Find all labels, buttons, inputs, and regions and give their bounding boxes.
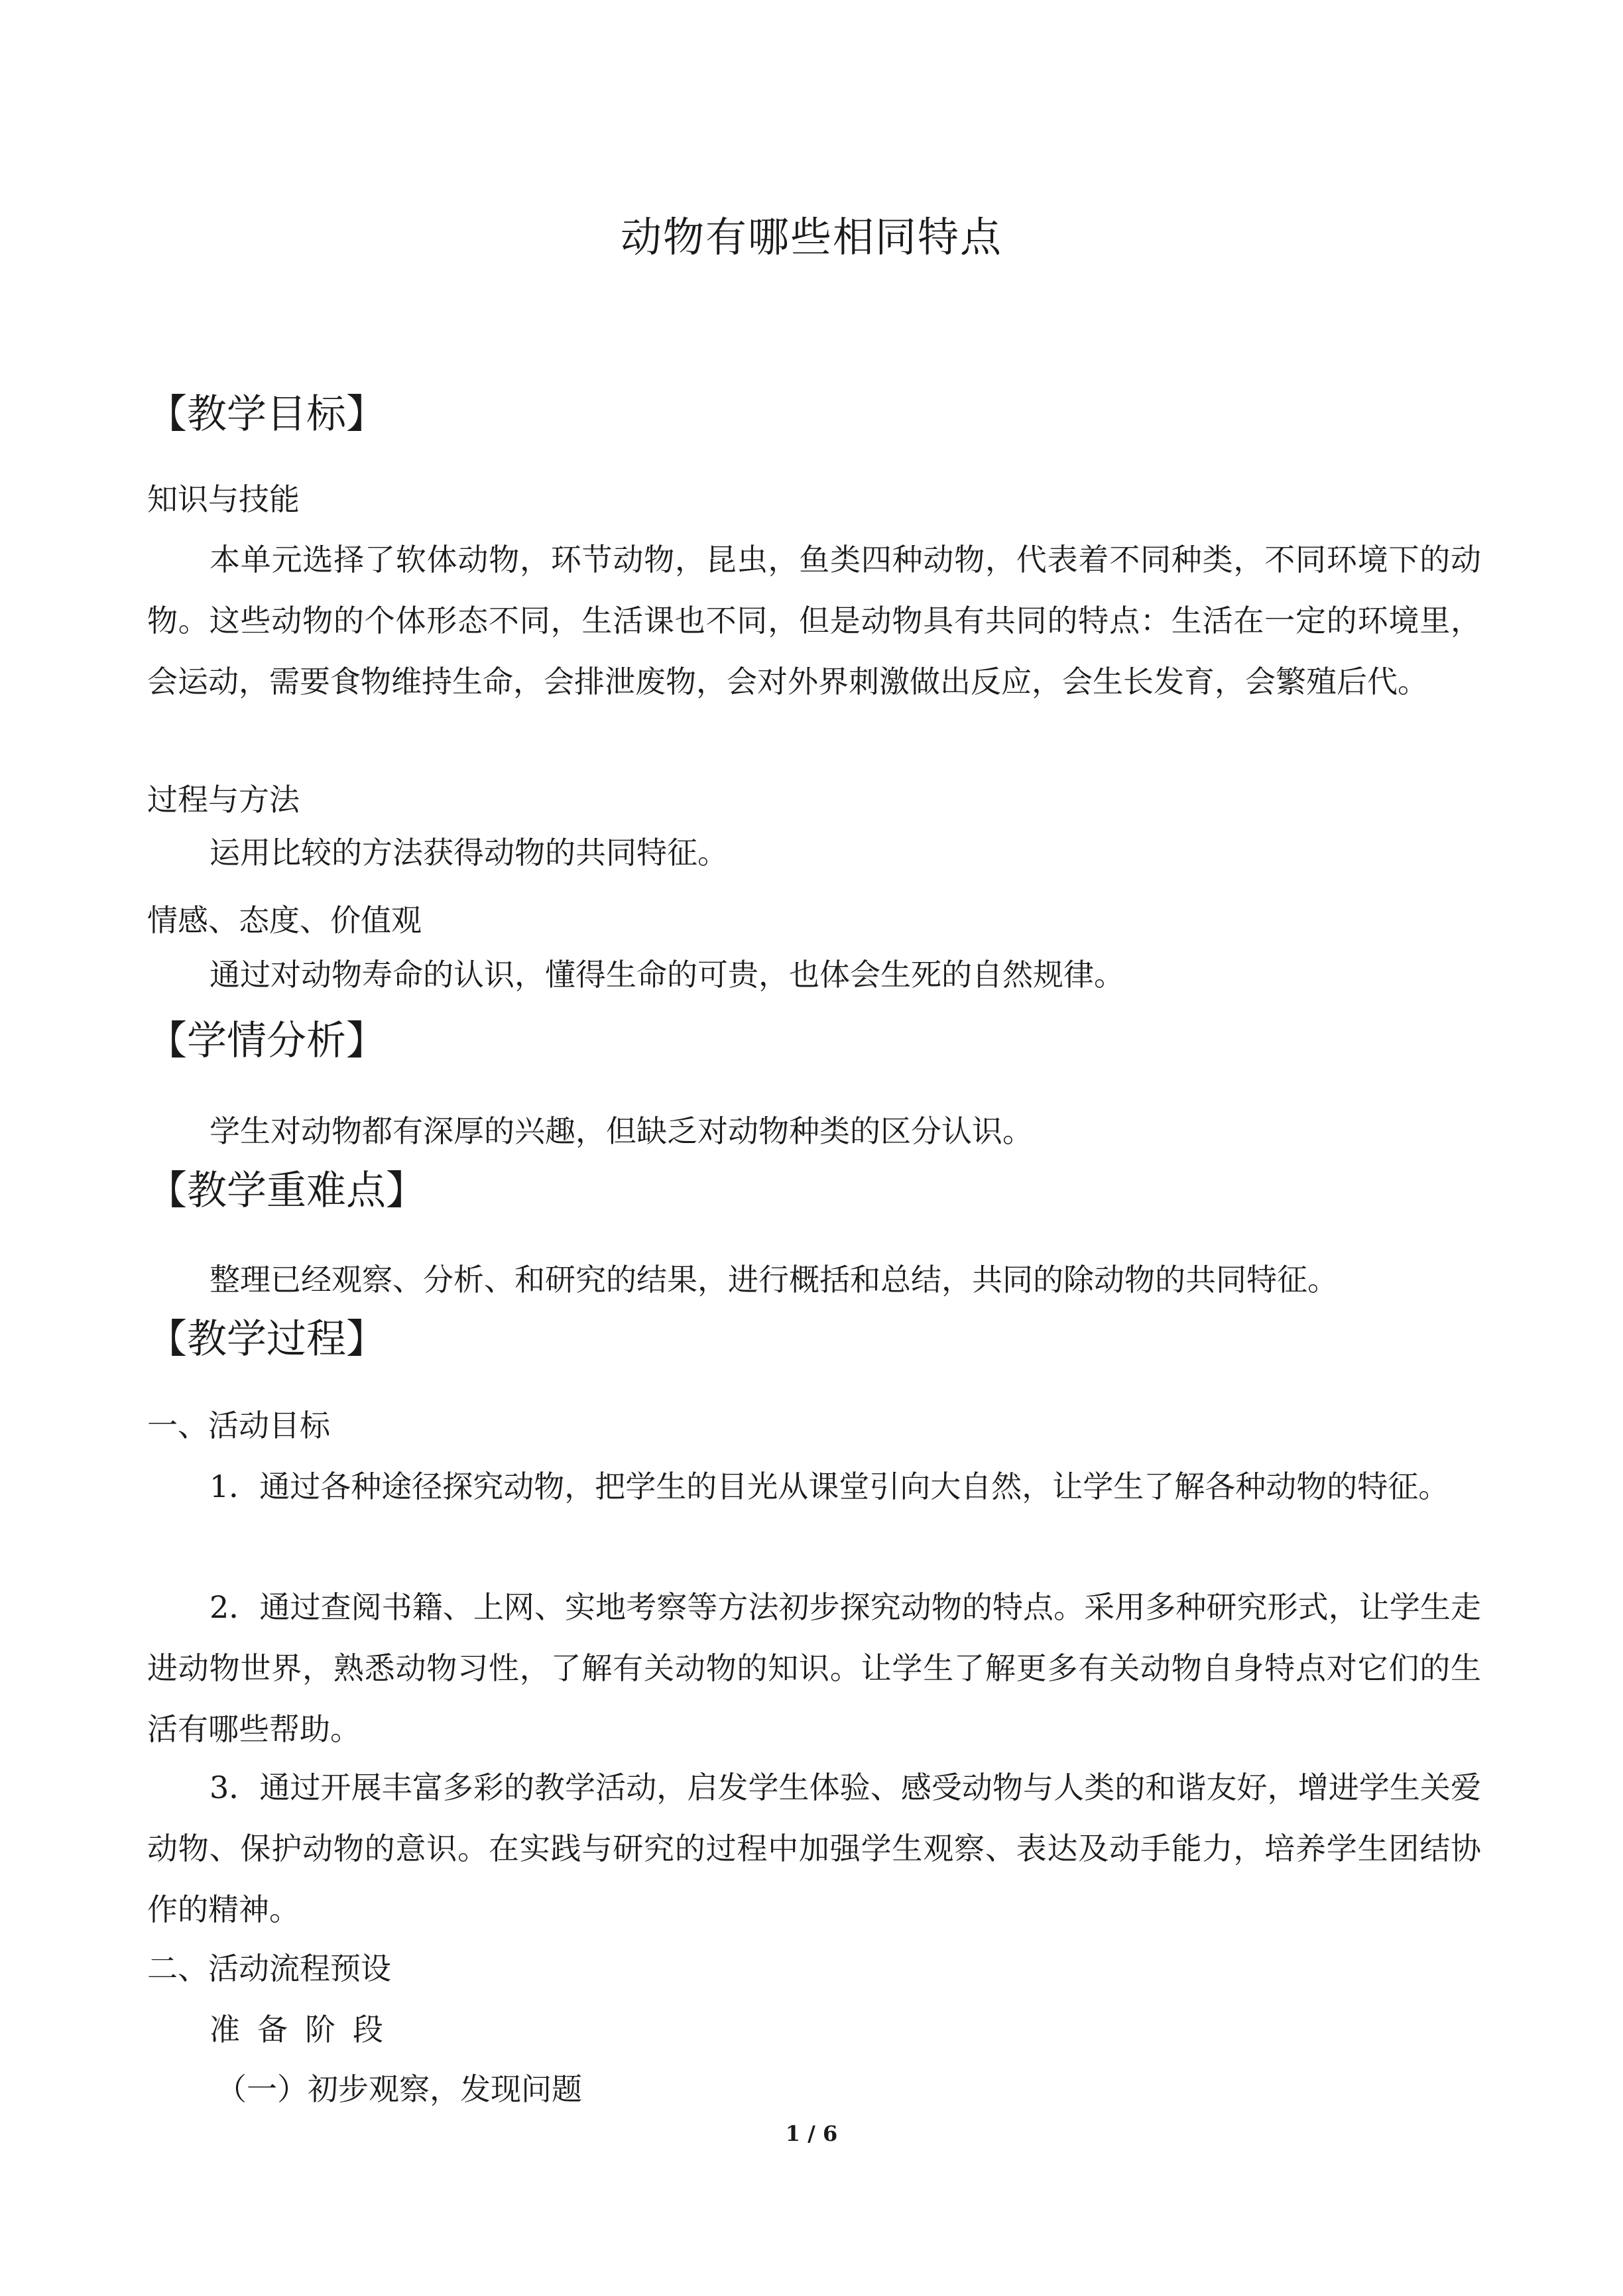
page-title: 动物有哪些相同特点 (620, 213, 1002, 261)
subsection-label-knowledge: 知识与技能 (147, 481, 300, 517)
section-heading-key-points: 【教学重难点】 (147, 1168, 426, 1214)
page-number: 1 / 6 (785, 2121, 838, 2146)
paragraph-goal-1: 1．通过各种途径探究动物，把学生的目光从课堂引向大自然，让学生了解各种动物的特征。 (210, 1469, 1449, 1504)
paragraph-key-points: 整理已经观察、分析、和研究的结果，进行概括和总结，共同的除动物的共同特征。 (210, 1262, 1338, 1298)
paragraph-emotion: 通过对动物寿命的认识，懂得生命的可贵，也体会生死的自然规律。 (210, 957, 1124, 993)
subsection-label-goals: 一、活动目标 (147, 1408, 330, 1443)
paragraph-process: 运用比较的方法获得动物的共同特征。 (210, 835, 728, 871)
paragraph-analysis: 学生对动物都有深厚的兴趣，但缺乏对动物种类的区分认识。 (210, 1113, 1033, 1149)
step-label: （一）初步观察，发现问题 (216, 2071, 582, 2107)
paragraph-goal-2: 2．通过查阅书籍、上网、实地考察等方法初步探究动物的特点。采用多种研究形式，让学生走进动物世界，熟悉动物习性，了解有关动物的知识。让学生了解更多有关动物自身特点对它们的生活有哪些帮助。 (147, 1589, 1481, 1747)
stage-label: 准备阶段 (210, 2012, 400, 2047)
paragraph-knowledge: 本单元选择了软体动物，环节动物，昆虫，鱼类四种动物，代表着不同种类，不同环境下的动物。这些动物的个体形态不同，生活课也不同，但是动物具有共同的特点：生活在一定的环境里，会运动，需要食物维持生命，会排泄废物，会对外界刺激做出反应，会生长发育，会繁殖后代。 (147, 542, 1481, 699)
subsection-label-process: 过程与方法 (147, 782, 300, 817)
section-heading-objectives: 【教学目标】 (147, 391, 386, 438)
section-heading-analysis: 【学情分析】 (147, 1018, 386, 1064)
subsection-label-emotion: 情感、态度、价值观 (147, 902, 422, 938)
section-heading-procedure: 【教学过程】 (147, 1316, 386, 1362)
paragraph-goal-3: 3．通过开展丰富多彩的教学活动，启发学生体验、感受动物与人类的和谐友好，增进学生关爱动物、保护动物的意识。在实践与研究的过程中加强学生观察、表达及动手能力，培养学生团结协作的精神。 (147, 1770, 1481, 1927)
subsection-label-flow: 二、活动流程预设 (147, 1951, 391, 1986)
